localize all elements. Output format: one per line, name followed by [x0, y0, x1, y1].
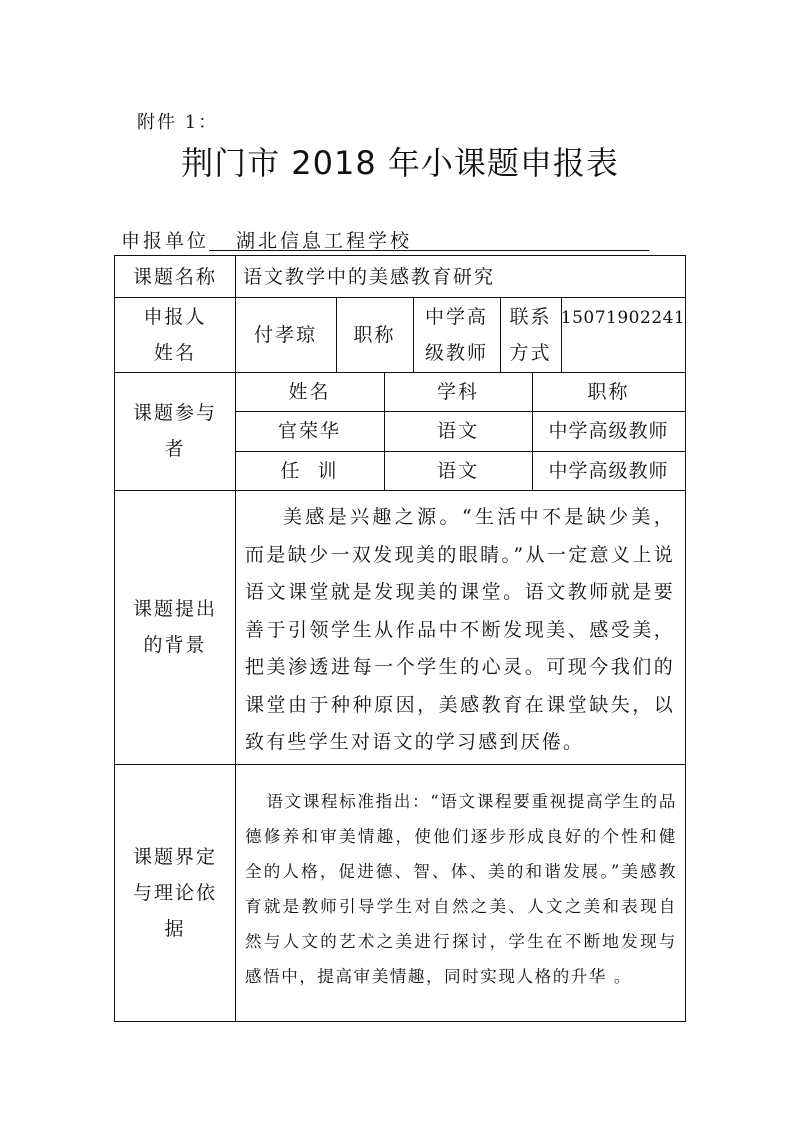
- page-title: 荆门市 2018 年小课题申报表: [181, 144, 619, 182]
- application-form: [114, 255, 686, 1022]
- definition-label-line2: 与理论依: [132, 881, 217, 904]
- applicant-title-line1: 中学高: [424, 305, 488, 328]
- definition-label: [115, 764, 235, 1021]
- applicant-label-line1: 申报人: [143, 305, 207, 328]
- participant-title: 中学高级教师: [548, 420, 669, 442]
- attachment-label: 附件 1：: [137, 112, 219, 133]
- definition-label-line3: 据: [164, 917, 186, 940]
- participants-label-line1: 课题参与: [132, 402, 217, 424]
- participant-name: 官荣华: [277, 420, 341, 442]
- background-label-line2: 的背景: [143, 634, 207, 656]
- unit-field: [209, 226, 649, 251]
- participants-header-subject: 学科: [436, 380, 479, 403]
- unit-label: 申报单位: [121, 230, 210, 252]
- topic-value: 语文教学中的美感教育研究: [243, 265, 496, 288]
- contact-label-line2: 方式: [509, 341, 552, 364]
- participant-subject: 语文: [436, 420, 479, 442]
- contact-label-line1: 联系: [509, 305, 552, 328]
- participant-subject: 语文: [436, 459, 479, 482]
- applicant-title-label: 职称: [353, 323, 396, 346]
- applicant-title-line2: 级教师: [424, 341, 488, 364]
- applicant-name: 付孝琼: [253, 323, 317, 346]
- participants-label-line2: 者: [164, 438, 186, 460]
- unit-value: 湖北信息工程学校: [236, 230, 413, 252]
- contact-value: 15071902241: [560, 308, 686, 328]
- definition-text: 语文课程标准指出：“语文课程要重视提高学生的品德修养和审美情趣，使他们逐步形成良好的个性和健全的人格，促进德、智、体、美的和谐发展。”美感教育就是教师引导学生对自然之美、人文之美和表现自然与人文的艺术之美进行探讨，学生在不断地发现与感悟中，提高审美情趣，同时实现人格的升华 。: [245, 792, 677, 986]
- background-label-line1: 课题提出: [132, 598, 217, 620]
- applicant-label-line2: 姓名: [153, 341, 196, 364]
- background-text: 美感是兴趣之源。“生活中不是缺少美，而是缺少一双发现美的眼睛。”从一定意义上说语文课堂就是发现美的课堂。语文教师就是要善于引领学生从作品中不断发现美、感受美，把美渗透进每一个学生的心灵。可现今我们的课堂由于种种原因，美感教育在课堂缺失，以致有些学生对语文的学习感到厌倦。: [245, 506, 675, 753]
- applicant-title-value: [413, 297, 500, 372]
- participant-name: 任 训: [280, 459, 339, 482]
- contact-label: [500, 297, 561, 372]
- unit-row: [121, 226, 651, 254]
- definition-label-line1: 课题界定: [132, 845, 217, 868]
- background-label: [115, 490, 235, 764]
- applicant-label: [115, 297, 235, 372]
- participant-title: 中学高级教师: [548, 459, 669, 482]
- participants-header-name: 姓名: [288, 380, 331, 403]
- topic-label: 课题名称: [132, 265, 217, 288]
- participants-label: [115, 372, 235, 490]
- participants-header-title: 职称: [587, 380, 630, 403]
